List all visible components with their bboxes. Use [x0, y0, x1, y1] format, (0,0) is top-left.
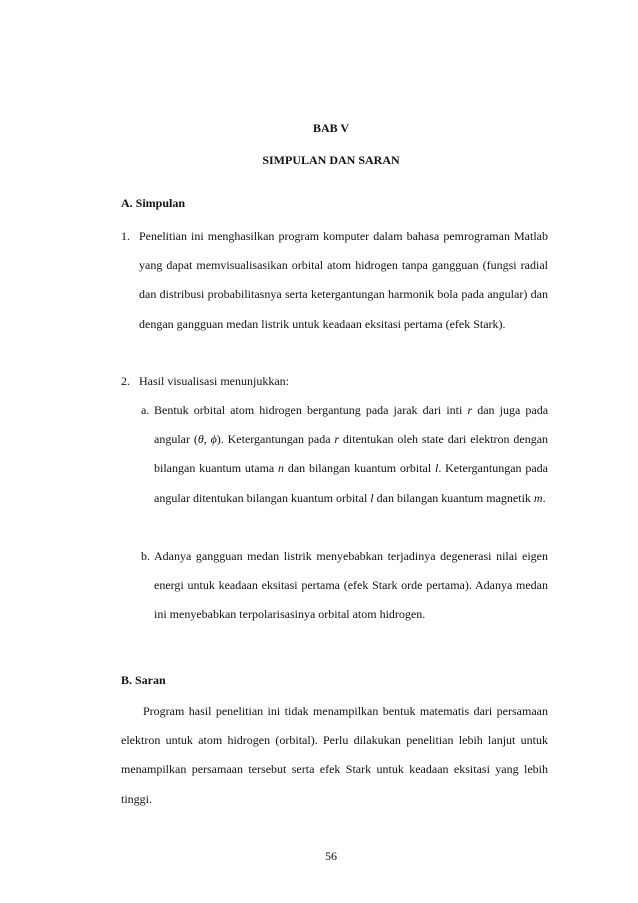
conclusion-subitem-a — [141, 396, 549, 513]
conclusion-item-1 — [121, 222, 548, 339]
text-run: . Ketergantungan pada angular ditentukan bilangan kuantum orbital — [154, 461, 548, 505]
text-run: , — [203, 432, 211, 447]
variable-phi: ϕ — [210, 432, 217, 447]
subitem-label: b. — [141, 549, 150, 563]
chapter-number: BAB V — [312, 121, 350, 135]
text-run: Bentuk orbital atom hidrogen bergantung pada jarak dari inti — [154, 403, 463, 417]
subitem-label: a. — [141, 403, 150, 417]
item-text: Hasil visualisasi menunjukkan: — [139, 374, 289, 388]
suggestion-paragraph: Program hasil penelitian ini tidak menampilkan bentuk matematis dari persamaan elektron untuk atom hidrogen (orbital). Perlu dilakukan penelitian lebih lanjut untuk menampilkan persamaan tersebut serta efek Stark untuk keadaan eksitasi yang lebih tinggi. — [121, 704, 548, 806]
item-text: Penelitian ini menghasilkan program komputer dalam bahasa pemrograman Matlab yang dapat memvisualisasikan orbital atom hidrogen tanpa gangguan (fungsi radial dan distribusi probabilitasnya serta ketergantungan harmonik bola pada angular) dan dengan gangguan medan listrik untuk keadaan eksitasi pertama (efek Stark). — [139, 229, 548, 331]
item-number: 1. — [121, 229, 130, 243]
subitem-text: Adanya gangguan medan listrik menyebabkan terjadinya degenerasi nilai eigen energi untuk keadaan eksitasi pertama (efek Stark orde pertama). Adanya medan ini menyebabkan terpolarisasinya orbital atom hidrogen. — [154, 549, 548, 622]
variable-r: r — [467, 403, 473, 417]
variable-l: l — [434, 461, 439, 476]
item-number: 2. — [121, 374, 130, 388]
section-heading-saran: B. Saran — [121, 673, 166, 687]
variable-r: r — [334, 432, 340, 447]
variable-l: l — [370, 490, 374, 505]
text-run: dan bilangan kuantum magnetik — [376, 490, 531, 505]
conclusion-item-2 — [121, 367, 548, 396]
variable-theta: θ — [197, 432, 204, 447]
text-run: dan bilangan kuantum orbital — [287, 461, 432, 476]
chapter-title: SIMPULAN DAN SARAN — [262, 153, 400, 167]
text-run: ). Ketergantungan pada — [216, 432, 331, 447]
page-number: 56 — [325, 849, 337, 863]
variable-n: n — [278, 461, 285, 476]
section-heading-simpulan: A. Simpulan — [121, 196, 186, 210]
text-run: dan juga pada angular ( — [154, 403, 549, 447]
text-run: . — [542, 490, 546, 505]
variable-m: m — [533, 490, 543, 505]
text-run: ditentukan oleh state dari elektron dengan bilangan kuantum utama — [154, 432, 549, 476]
conclusion-subitem-b — [141, 542, 548, 630]
